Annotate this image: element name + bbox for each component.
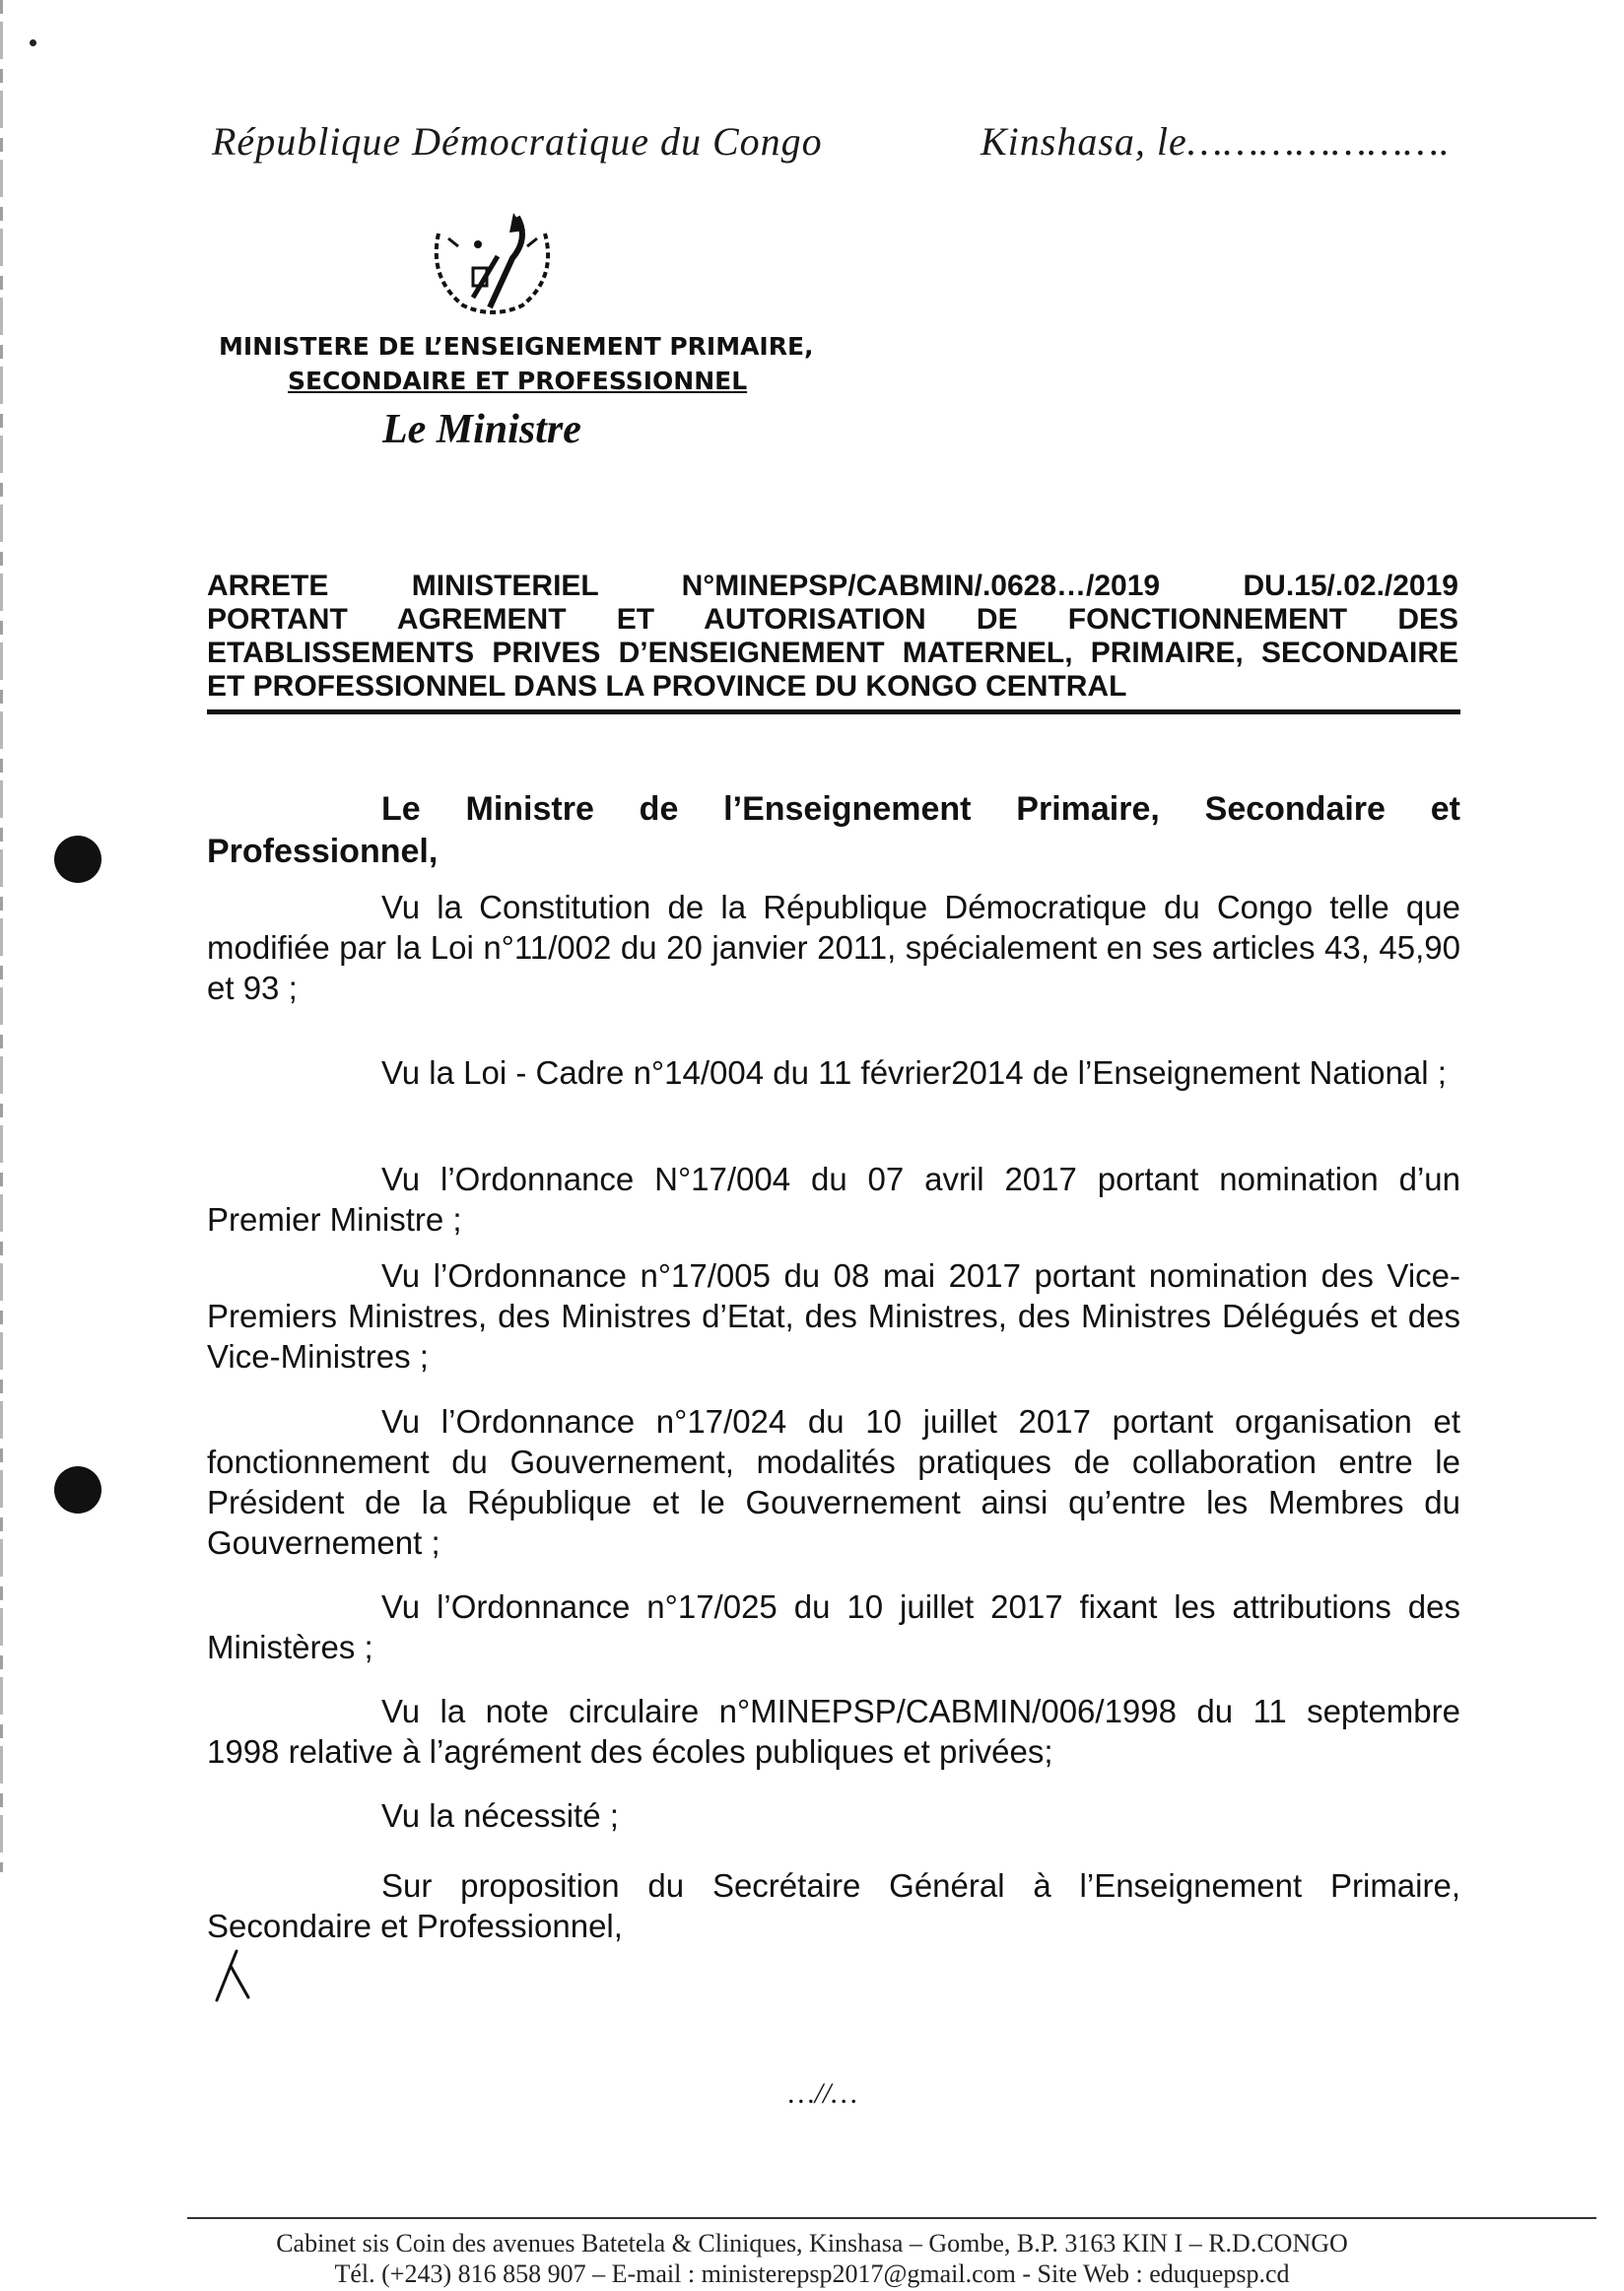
recital-ordonnance-024: Vu l’Ordonnance n°17/024 du 10 juillet 2017 portant organisation et fonctionnement du Gouvernement, modalités pratiques de collaboration entre le Président de la République et le Gouvernement ainsi qu’entre les Membres du Gouvernement ; [207,1403,1460,1561]
punch-hole [54,1466,102,1514]
footer-divider [187,2217,1596,2219]
ministry-name-line1: MINISTERE DE L’ENSEIGNEMENT PRIMAIRE, [219,332,814,361]
decree-title-line4: ET PROFESSIONNEL DANS LA PROVINCE DU KONGO CENTRAL [207,670,1127,703]
recital-proposition: Sur proposition du Secrétaire Général à l’Enseignement Primaire, Secondaire et Professionnel, [207,1867,1460,1944]
emblem-icon [419,209,567,322]
page-continuation: …//… [788,2077,858,2110]
coat-of-arms-emblem [419,209,567,322]
recital-note-circulaire: Vu la note circulaire n°MINEPSP/CABMIN/006/1998 du 11 septembre 1998 relative à l’agrément des écoles publiques et privées; [207,1693,1460,1770]
preamble-intro: Le Ministre de l’Enseignement Primaire, Secondaire et Professionnel, [207,790,1460,870]
title-divider [207,709,1460,714]
punch-hole [54,836,102,883]
recital-ordonnance-005: Vu l’Ordonnance n°17/005 du 08 mai 2017 portant nomination des Vice-Premiers Ministres, des Ministres d’Etat, des Ministres, des Ministres Délégués et des Vice-Ministres ; [207,1257,1460,1375]
footer-contact: Tél. (+243) 816 858 907 – E-mail : ministerepsp2017@gmail.com - Site Web : eduquepsp.cd [334,2259,1290,2288]
recital-loi-cadre: Vu la Loi - Cadre n°14/004 du 11 février2014 de l’Enseignement National ; [381,1054,1447,1091]
scan-edge-marks [0,0,3,1872]
minister-title: Le Ministre [382,407,581,452]
footer-address: Cabinet sis Coin des avenues Batetela & Cliniques, Kinshasa – Gombe, B.P. 3163 KIN I – R.D.CONGO [276,2229,1348,2257]
scan-speck [30,39,36,46]
recital-constitution: Vu la Constitution de la République Démocratique du Congo telle que modifiée par la Loi n°11/002 du 20 janvier 2011, spécialement en ses articles 43, 45,90 et 93 ; [207,889,1460,1006]
ministry-name-line2: SECONDAIRE ET PROFESSIONNEL [288,367,748,395]
decree-title-line2: PORTANT AGREMENT ET AUTORISATION DE FONCTIONNEMENT DES [207,603,1458,636]
handwritten-initial [209,1946,258,2005]
place-date: Kinshasa, le…………………. [981,119,1451,164]
recital-ordonnance-004: Vu l’Ordonnance N°17/004 du 07 avril 2017 portant nomination d’un Premier Ministre ; [207,1161,1460,1238]
initial-mark-icon [209,1946,258,2005]
recital-necessite: Vu la nécessité ; [381,1797,619,1834]
decree-title-line3: ETABLISSEMENTS PRIVES D’ENSEIGNEMENT MATERNEL, PRIMAIRE, SECONDAIRE [207,637,1458,669]
republic-heading: République Démocratique du Congo [212,119,823,164]
recital-ordonnance-025: Vu l’Ordonnance n°17/025 du 10 juillet 2017 fixant les attributions des Ministères ; [207,1588,1460,1665]
decree-reference: ARRETE MINISTERIEL N°MINEPSP/CABMIN/.0628…/2019 DU.15/.02./2019 [207,570,1458,602]
